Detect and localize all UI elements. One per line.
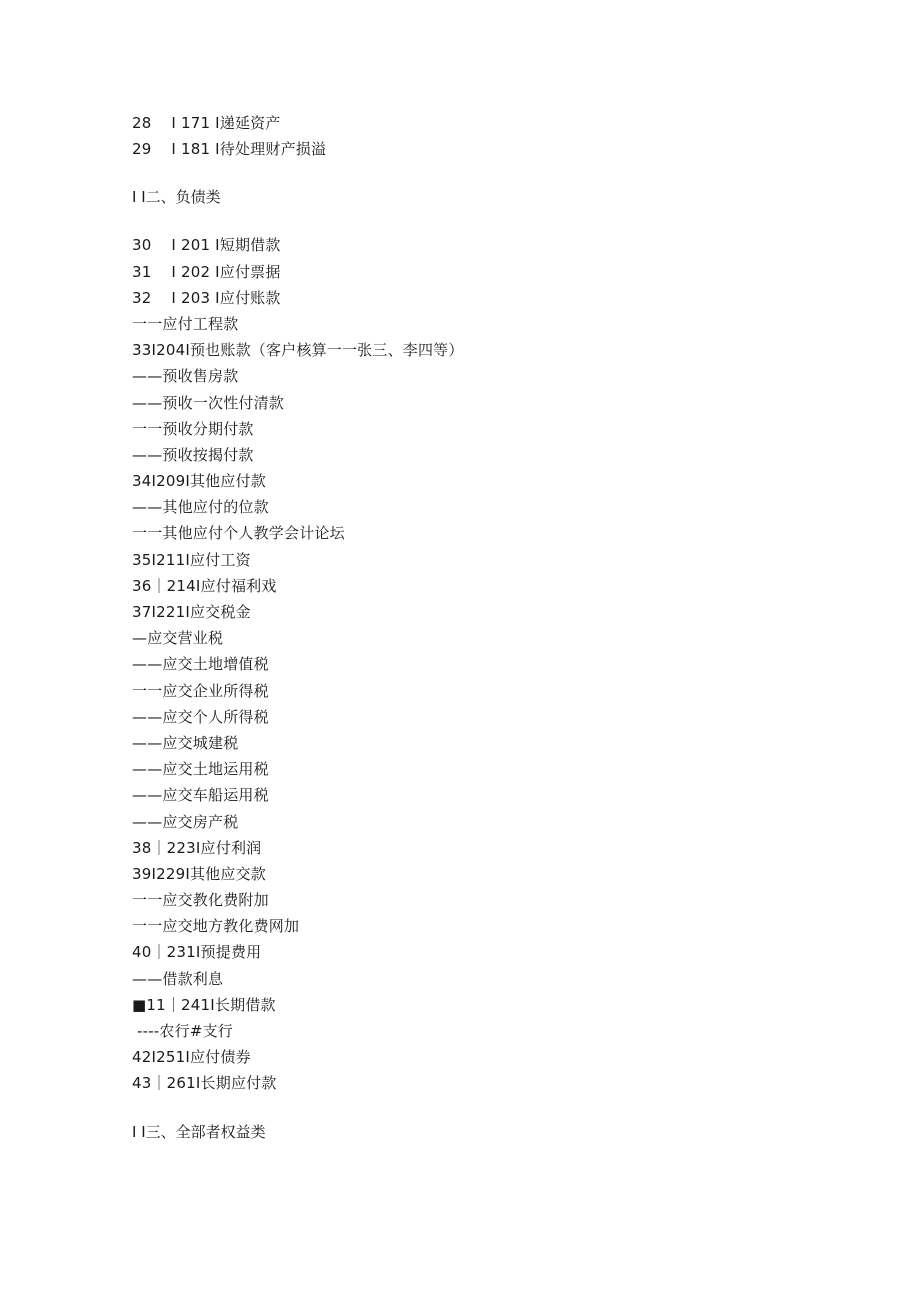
list-item: 43｜261I长期应付款 (132, 1074, 277, 1093)
list-item: ■11｜241I长期借款 (132, 995, 276, 1014)
section-heading-equity: I I三、全部者权益类 (132, 1122, 266, 1141)
list-item: 31 I 202 I应付票据 (132, 262, 281, 281)
spacer (132, 210, 832, 232)
spacer (132, 162, 832, 184)
section-heading-liabilities: I I二、负债类 (132, 188, 221, 207)
list-item: 37I221I应交税金 (132, 603, 251, 621)
list-item: 30 I 201 I短期借款 (132, 236, 281, 255)
list-item: —应交营业税 (132, 629, 224, 648)
list-item: ——应交个人所得税 (132, 707, 269, 726)
list-item: ——应交房产税 (132, 812, 239, 831)
list-item: ——预收一次性付清款 (132, 393, 285, 412)
list-item: ——应交土地运用税 (132, 760, 269, 779)
list-item: 42I251I应付债券 (132, 1048, 251, 1067)
list-item: ——应交城建税 (132, 733, 239, 752)
account-line-29: 29 I 181 I待处理财产损溢 (132, 140, 327, 159)
list-item: 34I209I其他应付款 (132, 472, 266, 491)
list-item: 一一应交教化费附加 (132, 891, 269, 910)
list-item: 一一其他应付个人教学会计论坛 (132, 524, 345, 543)
list-item: ——应交车船运用税 (132, 786, 269, 805)
list-item: 40｜231I预提费用 (132, 943, 262, 962)
list-item: ----农行#支行 (132, 1022, 233, 1040)
list-item: 35I211I应付工资 (132, 550, 251, 569)
list-item: ——应交土地增值税 (132, 655, 269, 674)
list-item: 一一应交地方教化费网加 (132, 917, 300, 936)
list-item: 一一应交企业所得税 (132, 681, 269, 700)
list-item: 39I229I其他应交款 (132, 864, 266, 883)
document-page (132, 110, 832, 1145)
list-item: ——借款利息 (132, 969, 224, 988)
list-item: 一一预收分期付款 (132, 419, 254, 438)
list-item: ——预收按揭付款 (132, 445, 254, 464)
list-item: 32 I 203 I应付账款 (132, 288, 281, 307)
list-item: ——预收售房款 (132, 367, 239, 386)
liabilities-list (132, 232, 832, 1096)
account-line-28: 28 I 171 I递延资产 (132, 114, 281, 132)
list-item: ——其他应付的位款 (132, 498, 269, 517)
spacer (132, 1097, 832, 1119)
list-item: 36｜214I应付福利戏 (132, 576, 277, 595)
list-item: 33I204I预也账款（客户核算一一张三、李四等） (132, 341, 464, 360)
list-item: 38｜223I应付利润 (132, 838, 262, 857)
list-item: 一一应付工程款 (132, 314, 239, 333)
